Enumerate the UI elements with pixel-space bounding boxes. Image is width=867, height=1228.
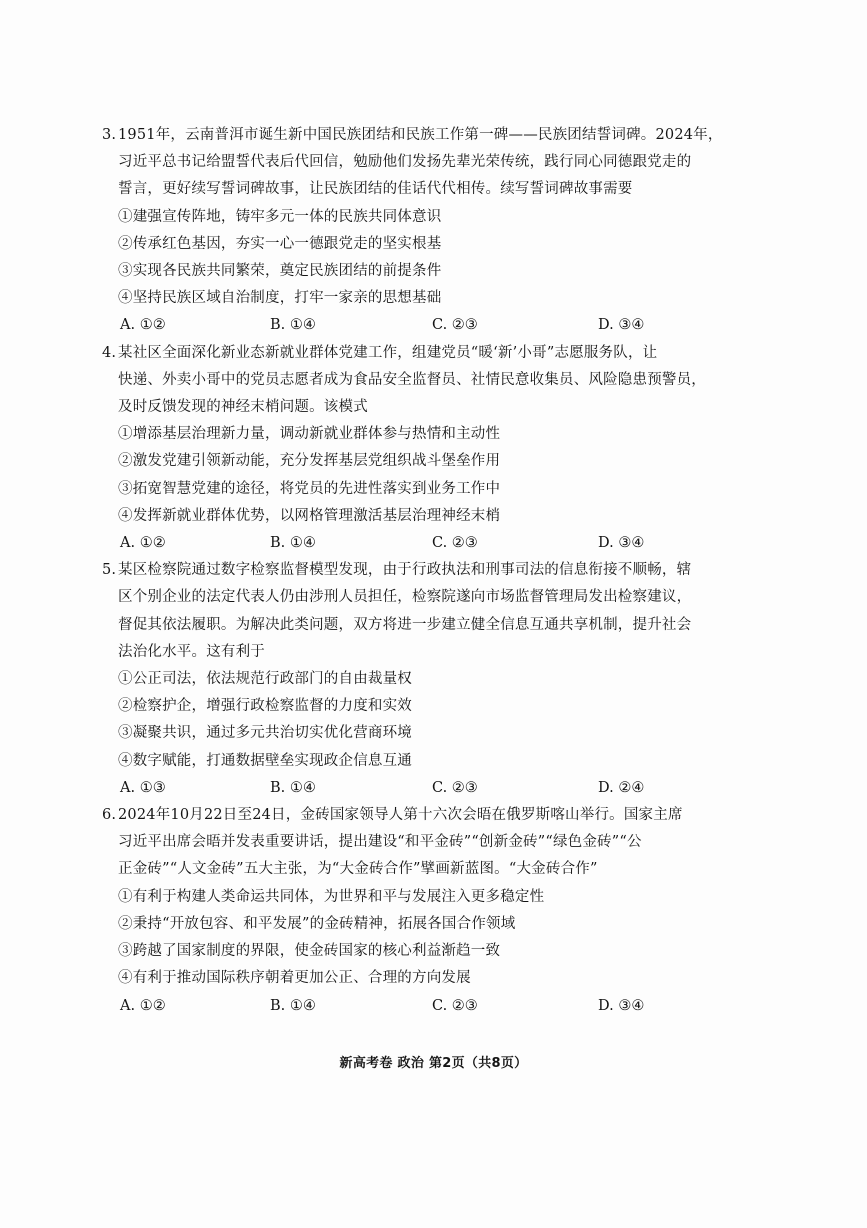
- choice-a: A. ①③: [120, 779, 166, 796]
- option-statement: ②激发党建引领新动能，充分发挥基层党组织战斗堡垒作用: [118, 453, 501, 470]
- answer-choices: [118, 775, 718, 802]
- choice-c: C. ②③: [432, 317, 478, 334]
- question-6: [102, 802, 718, 1020]
- question-4: [102, 340, 718, 558]
- questions-area: [102, 122, 723, 1020]
- option-statement: ③凝聚共识，通过多元共治切实优化营商环境: [118, 725, 412, 742]
- question-stem-line: 习近平出席会晤并发表重要讲话，提出建设“和平金砖”“创新金砖”“绿色金砖”“公: [118, 834, 642, 851]
- question-stem-line: 区个别企业的法定代表人仍由涉刑人员担任，检察院遂向市场监督管理局发出检察建议，: [118, 589, 692, 606]
- choice-d: D. ③④: [598, 535, 645, 552]
- choice-a: A. ①②: [120, 535, 166, 552]
- choice-c: C. ②③: [432, 535, 478, 552]
- choice-b: B. ①④: [270, 997, 316, 1014]
- answer-choices: [118, 993, 718, 1020]
- option-statement: ②检察护企，增强行政检察监督的力度和实效: [118, 698, 412, 715]
- question-stem-line: 4. 某社区全面深化新业态新就业群体党建工作，组建党员“暖‘新’小哥”志愿服务队，让: [102, 344, 658, 361]
- choice-d: D. ③④: [598, 317, 645, 334]
- choice-a: A. ①②: [120, 317, 166, 334]
- option-statement: ④有利于推动国际秩序朝着更加公正、合理的方向发展: [118, 970, 471, 987]
- question-stem-line: 5. 某区检察院通过数字检察监督模型发现，由于行政执法和刑事司法的信息衔接不顺畅，辖: [102, 562, 692, 579]
- question-3: [102, 122, 723, 340]
- choice-b: B. ①④: [270, 317, 316, 334]
- answer-choices: [118, 312, 718, 339]
- choice-b: B. ①④: [270, 535, 316, 552]
- answer-choices: [118, 530, 718, 557]
- question-stem-line: 快递、外卖小哥中的党员志愿者成为食品安全监督员、社情民意收集员、风险隐患预警员，: [118, 371, 706, 388]
- choice-d: D. ③④: [598, 997, 645, 1014]
- question-stem-line: 正金砖”“人文金砖”五大主张，为“大金砖合作”擘画新蓝图。“大金砖合作”: [118, 861, 598, 878]
- option-statement: ③实现各民族共同繁荣，奠定民族团结的前提条件: [118, 263, 442, 280]
- choice-b: B. ①④: [270, 779, 316, 796]
- option-statement: ④数字赋能，打通数据壁垒实现政企信息互通: [118, 752, 412, 769]
- choice-c: C. ②③: [432, 779, 478, 796]
- question-stem-line: 誓言，更好续写誓词碑故事，让民族团结的佳话代代相传。续写誓词碑故事需要: [118, 181, 633, 198]
- option-statement: ①有利于构建人类命运共同体，为世界和平与发展注入更多稳定性: [118, 888, 545, 905]
- option-statement: ④坚持民族区域自治制度，打牢一家亲的思想基础: [118, 290, 442, 307]
- option-statement: ④发挥新就业群体优势，以网格管理激活基层治理神经末梢: [118, 507, 501, 524]
- choice-d: D. ②④: [598, 779, 645, 796]
- option-statement: ①公正司法，依法规范行政部门的自由裁量权: [118, 671, 412, 688]
- question-stem-line: 及时反馈发现的神经末梢问题。该模式: [118, 399, 368, 416]
- question-stem-line: 习近平总书记给盟誓代表后代回信，勉励他们发扬先辈光荣传统，践行同心同德跟党走的: [118, 154, 692, 171]
- option-statement: ②传承红色基因，夯实一心一德跟党走的坚实根基: [118, 235, 442, 252]
- question-stem-line: 法治化水平。这有利于: [118, 643, 265, 660]
- option-statement: ③跨越了国家制度的界限，使金砖国家的核心利益渐趋一致: [118, 943, 501, 960]
- question-stem-line: 3. 1951年，云南普洱市诞生新中国民族团结和民族工作第一碑——民族团结誓词碑。2024年，: [102, 127, 723, 143]
- question-stem-line: 6. 2024年10月22日至24日，金砖国家领导人第十六次会晤在俄罗斯喀山举行。国家主席: [102, 807, 683, 824]
- option-statement: ③拓宽智慧党建的途径，将党员的先进性落实到业务工作中: [118, 480, 501, 497]
- option-statement: ②秉持“开放包容、和平发展”的金砖精神，拓展各国合作领域: [118, 915, 516, 932]
- option-statement: ①增添基层治理新力量，调动新就业群体参与热情和主动性: [118, 426, 501, 443]
- choice-a: A. ①②: [120, 997, 166, 1014]
- page-footer: 新高考卷 政治 第2页（共8页）: [339, 1056, 528, 1071]
- choice-c: C. ②③: [432, 997, 478, 1014]
- option-statement: ①建强宣传阵地，铸牢多元一体的民族共同体意识: [118, 208, 442, 225]
- question-5: [102, 557, 718, 802]
- question-stem-line: 督促其依法履职。为解决此类问题，双方将进一步建立健全信息互通共享机制，提升社会: [118, 616, 692, 633]
